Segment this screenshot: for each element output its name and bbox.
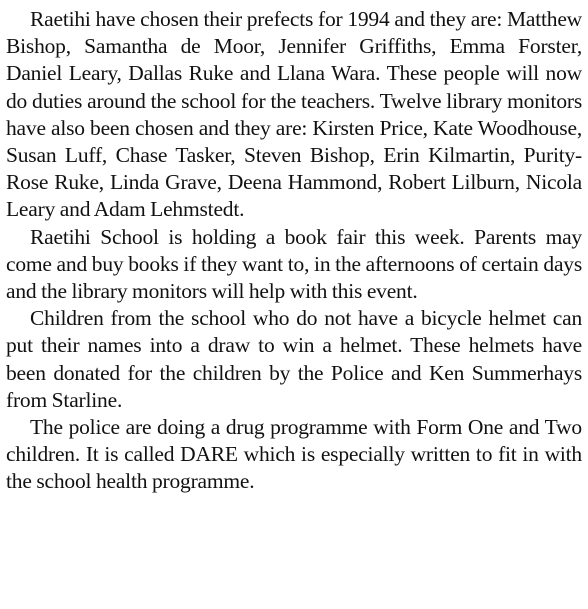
paragraph-prefects: Raetihi have chosen their prefects for 1994 and they are: Matthew Bishop, Samantha de Moor, Jennifer Griffiths, Emma Forster, Daniel Leary, Dallas Ruke and Llana Wara. These people will now do duties around the school for the teachers. Twelve library monitors have also been chosen and they are: Kirsten Price, Kate Woodhouse, Susan Luff, Chase Tasker, Steven Bishop, Erin Kilmartin, Purity-Rose Ruke, Linda Grave, Deena Hammond, Robert Lilburn, Nicola Leary and Adam Lehmstedt. [6,7,582,222]
paragraph-bicycle-helmets: Children from the school who do not have a bicycle helmet can put their names into a draw to win a helmet. These helmets have been donated for the children by the Police and Ken Summerhays from Starline. [6,306,582,412]
paragraph-drug-programme: The police are doing a drug programme with Form One and Two children. It is called DARE which is especially written to fit in with the school health programme. [6,415,582,494]
paragraph-book-fair: Raetihi School is holding a book fair this week. Parents may come and buy books if they want to, in the afternoons of certain days and the library monitors will help with this event. [6,224,582,304]
article-column [6,6,582,496]
